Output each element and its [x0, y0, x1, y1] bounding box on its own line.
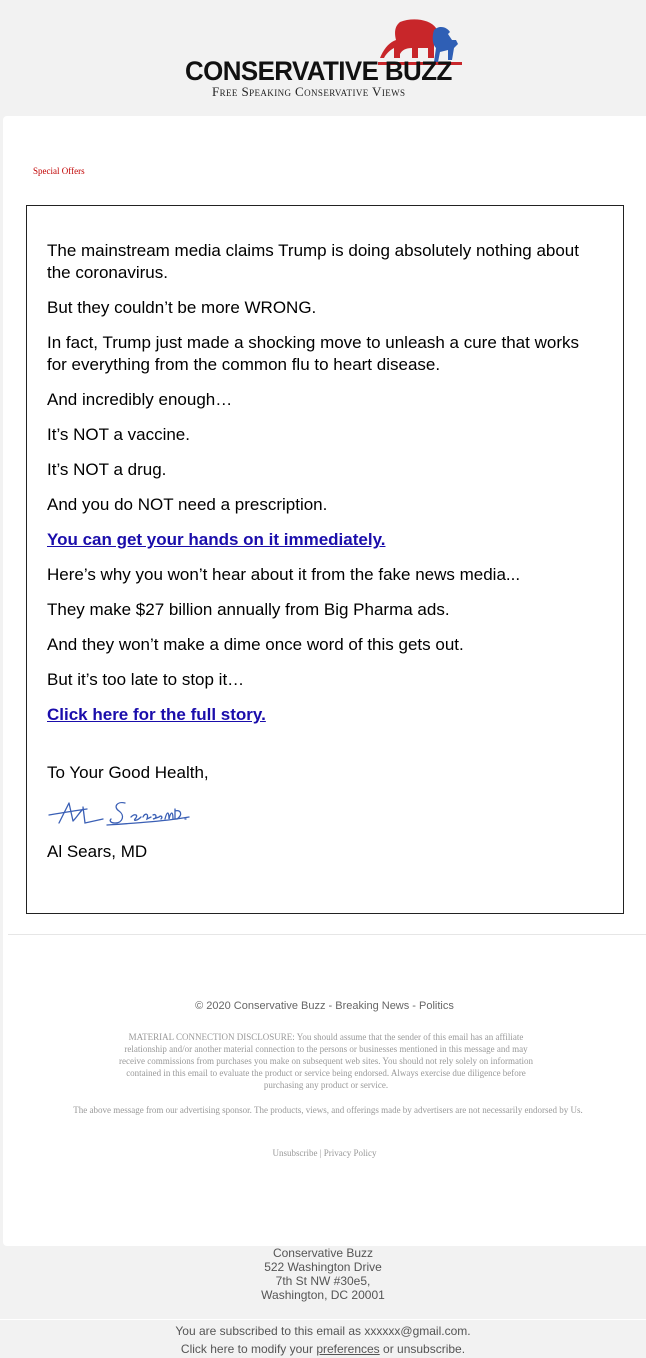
postal-address	[0, 1246, 646, 1302]
message-content	[47, 240, 587, 876]
message-paragraph: It’s NOT a vaccine.	[47, 425, 190, 444]
message-paragraph: But they couldn’t be more WRONG.	[47, 298, 317, 317]
closing-line: To Your Good Health,	[47, 763, 209, 782]
cta-paragraph	[47, 529, 587, 551]
message-paragraph: And you do NOT need a prescription.	[47, 495, 328, 514]
address-line: 7th St NW #30e5,	[275, 1274, 371, 1288]
message-paragraph: It’s NOT a drug.	[47, 460, 167, 479]
subscription-divider	[0, 1319, 646, 1320]
message-paragraph: And they won’t make a dime once word of this gets out.	[47, 635, 464, 654]
address-line: Washington, DC 20001	[261, 1288, 385, 1302]
disclosure-text: MATERIAL CONNECTION DISCLOSURE: You should assume that the sender of this email has an affiliate relationship and/or another material connection to the persons or businesses mentioned in this message and may receive commissions from purchases you make on subsequent web sites. You should not rely solely on information contained in this email to evaluate the product or service being endorsed. Always exercise due diligence before purchasing any product or service.	[119, 1032, 533, 1090]
unsubscribe-link[interactable]: Unsubscribe	[272, 1148, 318, 1158]
link-separator: |	[319, 1148, 322, 1158]
footer-links	[3, 1148, 646, 1158]
subscription-info	[0, 1322, 646, 1358]
email-header	[0, 0, 646, 116]
message-paragraph: They make $27 billion annually from Big Pharma ads.	[47, 600, 450, 619]
message-paragraph: But it’s too late to stop it…	[47, 670, 245, 689]
privacy-policy-link[interactable]: Privacy Policy	[323, 1148, 377, 1158]
brand-tagline: Free Speaking Conservative Views	[212, 84, 406, 99]
message-box	[26, 205, 624, 914]
signature-image	[47, 797, 193, 829]
message-paragraph: And incredibly enough…	[47, 390, 233, 409]
sponsor-text: The above message from our advertising sponsor. The products, views, and offerings made by advertisers are not necessarily endorsed by Us.	[73, 1105, 583, 1115]
modify-preferences-line	[0, 1340, 646, 1358]
footer-divider	[8, 934, 646, 935]
full-story-link[interactable]: Click here for the full story.	[47, 705, 266, 724]
signer-name: Al Sears, MD	[47, 842, 148, 861]
brand-logo[interactable]	[184, 18, 464, 100]
email-body-card	[3, 116, 646, 1246]
message-paragraph: The mainstream media claims Trump is doing absolutely nothing about the coronavirus.	[47, 241, 579, 282]
special-offers-label: Special Offers	[33, 166, 85, 176]
cta-paragraph	[47, 704, 587, 726]
subscribed-email-text: You are subscribed to this email as xxxxxx@gmail.com.	[175, 1324, 471, 1338]
copyright-text: © 2020 Conservative Buzz - Breaking News - Politics	[195, 1000, 454, 1012]
get-it-now-link[interactable]: You can get your hands on it immediately.	[47, 530, 386, 549]
modify-prefix: Click here to modify your	[180, 1342, 317, 1356]
address-line: 522 Washington Drive	[264, 1260, 382, 1274]
modify-suffix: or unsubscribe.	[379, 1342, 466, 1356]
message-paragraph: In fact, Trump just made a shocking move to unleash a cure that works for everything from the common flu to heart disease.	[47, 333, 579, 374]
preferences-link[interactable]: preferences	[316, 1342, 380, 1356]
message-paragraph: Here’s why you won’t hear about it from the fake news media...	[47, 565, 521, 584]
address-name: Conservative Buzz	[272, 1246, 374, 1260]
brand-name: CONSERVATIVE BUZZ	[185, 56, 452, 86]
